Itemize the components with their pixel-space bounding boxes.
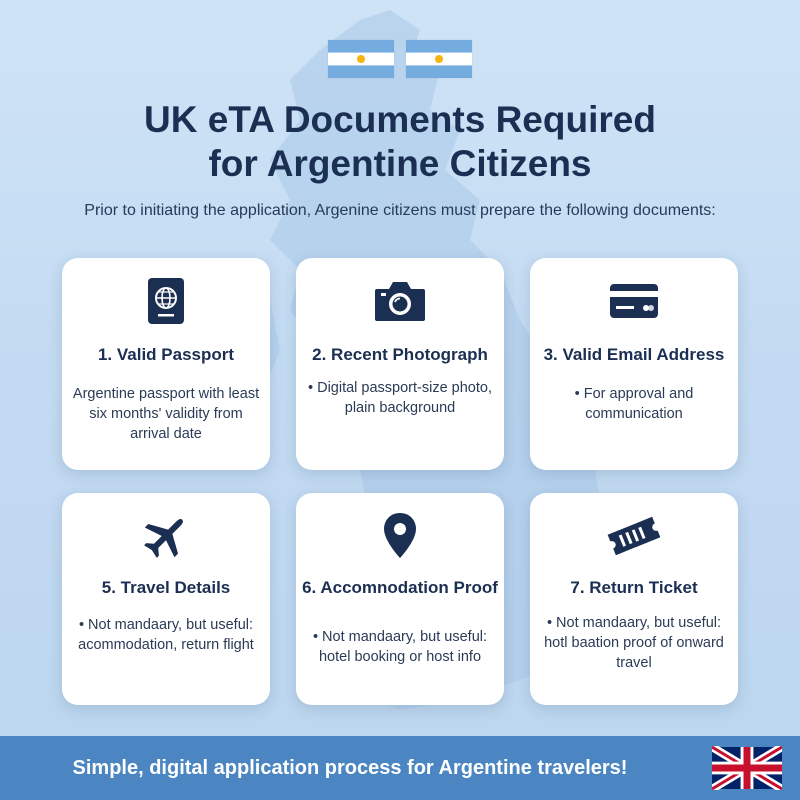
footer-banner [0, 736, 800, 800]
title-line-2: for Argentine Citizens [208, 143, 592, 184]
card-text: • Not mandaary, but useful: acommodation, return flight [78, 617, 254, 653]
card-text: • Not mandaary, but useful: hotel booking or host info [312, 629, 488, 665]
footer-text: Simple, digital application process for Argentine travelers! [72, 757, 628, 779]
card-heading: 1. Valid Passport [97, 345, 235, 364]
card-recent-photograph [296, 258, 504, 470]
argentina-flag-icon [406, 40, 472, 78]
card-valid-email [530, 258, 738, 470]
card-heading: 3. Valid Email Address [543, 345, 725, 364]
credit-card-icon [530, 276, 738, 326]
card-text: • For approval and communication [574, 386, 694, 422]
location-pin-icon [296, 511, 504, 561]
card-valid-passport [62, 258, 270, 470]
card-accommodation-proof [296, 493, 504, 705]
card-text: • Not mandaary, but useful: hotl baation proof of onward travel [544, 615, 724, 671]
camera-icon [296, 276, 504, 326]
ticket-icon [530, 511, 738, 561]
card-text: Argentine passport with least six months' validity from arrival date [72, 386, 260, 442]
card-heading: 7. Return Ticket [570, 578, 698, 597]
airplane-icon [62, 511, 270, 561]
card-heading: 5. Travel Details [101, 578, 231, 597]
card-text: • Digital passport-size photo, plain background [308, 380, 492, 416]
page-title [0, 98, 800, 186]
title-line-1: UK eTA Documents Required [144, 99, 656, 140]
passport-icon [62, 276, 270, 326]
card-travel-details [62, 493, 270, 705]
card-heading: 2. Recent Photograph [312, 345, 488, 364]
argentine-flags [0, 40, 800, 78]
uk-flag-icon [712, 746, 782, 790]
argentina-flag-icon [328, 40, 394, 78]
card-return-ticket [530, 493, 738, 705]
card-heading: 6. Accomnodation Proof [302, 578, 498, 597]
subtitle: Prior to initiating the application, Argenine citizens must prepare the following documents: [84, 202, 716, 219]
